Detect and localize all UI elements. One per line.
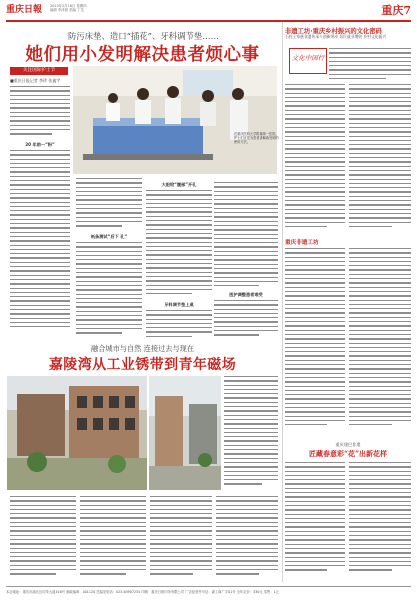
text-column-3a bbox=[146, 190, 212, 300]
photo-caption: 在重庆医科大学附属第一医院，护士们正在为患者讲解新发明的使用方法。 bbox=[234, 132, 279, 145]
text-column-1a bbox=[10, 86, 70, 140]
issue-meta bbox=[50, 4, 87, 12]
industrial-park-photo bbox=[7, 376, 147, 490]
page-footer: 本社地址：重庆市渝北区同茂大道416号 邮政编码：401120 总编室电话：023-63907234 印刷：重庆日报印务有限公司 广告经营许可证：渝工商广字01号 全年定价：330元 零售：1元 bbox=[6, 586, 411, 597]
subhead-3: 大胆给“腹部”开孔 bbox=[161, 182, 197, 187]
right-headline-1: 非遗工坊·重庆乡村振兴的文化密码 bbox=[285, 28, 382, 35]
main-headline: 她们用小发明解决患者烦心事 bbox=[25, 45, 260, 65]
second-story-title bbox=[6, 344, 279, 374]
culture-column-logo bbox=[289, 48, 327, 74]
text-column-4b bbox=[214, 300, 278, 340]
right-subhead-1: 石柱土家族非遗传承人创新带动 居民就业增收 乡村文化振兴 bbox=[285, 34, 387, 39]
issue-editors: 编辑 李泽源 美编 丁龙 bbox=[50, 8, 84, 12]
right-text-1b bbox=[285, 84, 345, 234]
text-column-s2-4 bbox=[216, 496, 278, 580]
right-headline-2: 重庆非遗工坊 bbox=[285, 240, 319, 246]
text-column-s2-1 bbox=[10, 496, 76, 580]
text-column-3b bbox=[146, 310, 212, 340]
right-text-2b bbox=[349, 248, 411, 436]
text-column-1b bbox=[10, 150, 70, 340]
text-column-s2-2 bbox=[80, 496, 146, 580]
text-column-2b bbox=[76, 242, 142, 340]
text-column-2a bbox=[76, 178, 142, 232]
newspaper-logo: 重庆日報 bbox=[6, 5, 43, 15]
subhead-1: 20 年前一“粉” bbox=[25, 142, 55, 147]
right-text-1c bbox=[349, 84, 411, 234]
masthead bbox=[6, 2, 411, 22]
issue-date: 2023年2月16日 星期四 bbox=[50, 4, 87, 8]
subhead-2: 纸条测试“后下 孔” bbox=[90, 234, 128, 239]
text-column-4a bbox=[214, 182, 278, 290]
second-story-kicker: 融合城市与自然 连接过去与现在 bbox=[91, 344, 194, 353]
right-text-3b bbox=[349, 462, 411, 580]
main-column bbox=[6, 22, 279, 582]
byline: ■重庆日报记者 李珍 张鑫宇 bbox=[10, 78, 61, 83]
text-column-s2-3 bbox=[150, 496, 212, 580]
main-kicker: 防污床垫、造口“插花”、牙科调节垫…… bbox=[68, 31, 219, 41]
street-view-photo bbox=[149, 376, 221, 490]
right-kicker-3: 重庆建巴非遗 bbox=[335, 442, 361, 447]
right-text-2a bbox=[285, 248, 345, 436]
column-divider bbox=[282, 22, 283, 582]
right-text-3a bbox=[285, 462, 345, 580]
topic-tag: 关注国际护士节 bbox=[10, 67, 68, 75]
second-story-headline: 嘉陵湾从工业锈带到青年磁场 bbox=[48, 357, 237, 373]
culture-logo-text: 文化中国行 bbox=[291, 54, 325, 62]
text-column-s2-right bbox=[224, 376, 278, 490]
subhead-4: 医护调整患者难受 bbox=[229, 292, 263, 297]
right-column bbox=[285, 22, 411, 582]
right-headline-3: 匠藏春意彩“花”出新花样 bbox=[308, 449, 388, 458]
page-number: 重庆7 bbox=[381, 4, 411, 17]
subhead-5: 牙科调节垫上桌 bbox=[164, 302, 194, 307]
right-text-1a bbox=[329, 48, 411, 82]
